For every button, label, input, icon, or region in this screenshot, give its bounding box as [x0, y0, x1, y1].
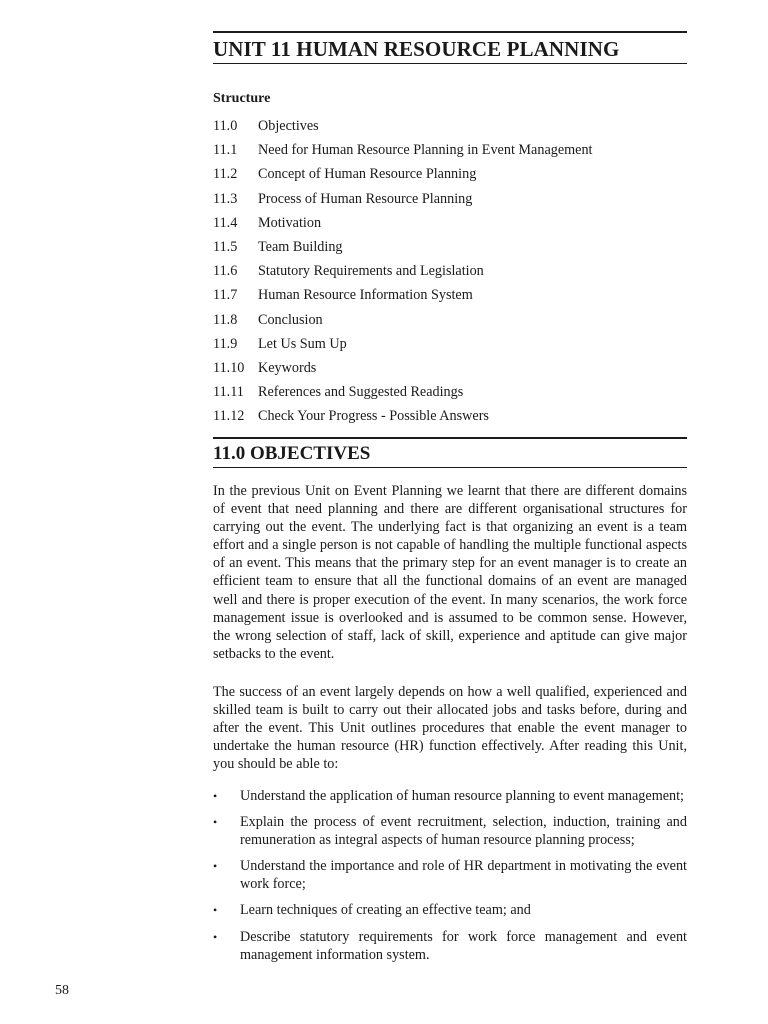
- bullet-icon: •: [213, 929, 218, 944]
- objective-text: Describe statutory requirements for work force management and event management information system.: [240, 928, 687, 963]
- toc-item: [213, 238, 687, 262]
- objective-item: [213, 787, 687, 805]
- toc-item-number: 11.4: [213, 214, 238, 231]
- toc-item: [213, 214, 687, 238]
- section-bottom-rule: [213, 467, 687, 468]
- objective-item: [213, 857, 687, 893]
- toc-item-number: 11.3: [213, 190, 238, 207]
- toc-item-number: 11.0: [213, 118, 238, 134]
- objectives-list: [213, 787, 687, 964]
- toc-item-number: 11.9: [213, 335, 238, 352]
- toc-item: [213, 359, 687, 383]
- toc-item: [213, 407, 687, 431]
- toc-item-title: Concept of Human Resource Planning: [258, 166, 477, 183]
- toc-item: [213, 286, 687, 310]
- toc-item-title: Motivation: [258, 214, 322, 231]
- toc-item-title: Human Resource Information System: [258, 287, 473, 304]
- toc-item-number: 11.12: [213, 408, 245, 425]
- toc-item: [213, 165, 687, 189]
- toc-item-number: 11.8: [213, 311, 238, 328]
- bullet-icon: •: [213, 789, 218, 803]
- toc-item: [213, 141, 687, 165]
- toc-item: [213, 383, 687, 407]
- toc-item-number: 11.11: [213, 384, 244, 401]
- objective-text: Understand the application of human resource planning to event management;: [240, 788, 685, 804]
- objective-item: [213, 901, 687, 919]
- objective-item: [213, 813, 687, 849]
- toc-item: [213, 311, 687, 335]
- toc-item: [213, 262, 687, 286]
- unit-title: UNIT 11 HUMAN RESOURCE PLANNING: [213, 37, 620, 61]
- toc-item-title: Conclusion: [258, 311, 323, 328]
- toc-item-title: Keywords: [258, 359, 317, 376]
- toc-item-title: Check Your Progress - Possible Answers: [258, 408, 489, 425]
- toc-item-title: Objectives: [258, 118, 319, 134]
- toc-item-title: Team Building: [258, 238, 343, 255]
- toc-item-title: Process of Human Resource Planning: [258, 190, 473, 207]
- toc-item-number: 11.6: [213, 263, 238, 280]
- toc-item-title: Let Us Sum Up: [258, 335, 347, 352]
- intro-paragraph: In the previous Unit on Event Planning we learnt that there are different domains of event that need planning and there are different organisational structures for carrying out the event. The underlying fact is that organizing an event is a team effort and a single person is not capable of handling the multiple functional aspects of an event. This means that the primary step for an event manager is to create an efficient team to ensure that all the functional domains of an event are managed well and there is proper execution of the event. In many scenarios, the work force management issue is overlooked and is assumed to be common sense. However, the wrong selection of staff, lack of skill, experience and aptitude can give major setbacks to the event.: [213, 483, 687, 662]
- toc-item-number: 11.2: [213, 166, 238, 183]
- bullet-icon: •: [213, 815, 218, 830]
- toc-item: [213, 117, 687, 141]
- toc-item-number: 11.1: [213, 142, 238, 159]
- bullet-icon: •: [213, 859, 218, 874]
- toc-item-title: References and Suggested Readings: [258, 384, 464, 401]
- section-title: 11.0 OBJECTIVES: [213, 443, 371, 464]
- toc-item-title: Need for Human Resource Planning in Event Management: [258, 142, 593, 159]
- toc-item: [213, 190, 687, 214]
- objective-text: Learn techniques of creating an effective team; and: [240, 902, 531, 919]
- title-top-rule: [213, 31, 687, 33]
- table-of-contents: [213, 117, 687, 431]
- page-number: 58: [55, 983, 69, 998]
- title-bottom-rule: [213, 63, 687, 64]
- objective-text: Explain the process of event recruitment, selection, induction, training and remuneration as integral aspects of human resource planning process;: [240, 814, 687, 849]
- toc-item-number: 11.7: [213, 287, 238, 304]
- structure-heading: Structure: [213, 91, 271, 106]
- section-top-rule: [213, 437, 687, 439]
- bullet-icon: •: [213, 903, 218, 918]
- objective-text: Understand the importance and role of HR department in motivating the event work force;: [240, 858, 687, 893]
- toc-item-number: 11.10: [213, 359, 245, 376]
- success-paragraph: The success of an event largely depends on how a well qualified, experienced and skilled team is built to carry out their allocated jobs and tasks before, during and after the event. This Unit outlines procedures that enable the event manager to undertake the human resource (HR) function effectively. After reading this Unit, you should be able to:: [213, 684, 687, 773]
- toc-item-title: Statutory Requirements and Legislation: [258, 263, 484, 280]
- objective-item: [213, 928, 687, 964]
- toc-item: [213, 335, 687, 359]
- toc-item-number: 11.5: [213, 238, 238, 255]
